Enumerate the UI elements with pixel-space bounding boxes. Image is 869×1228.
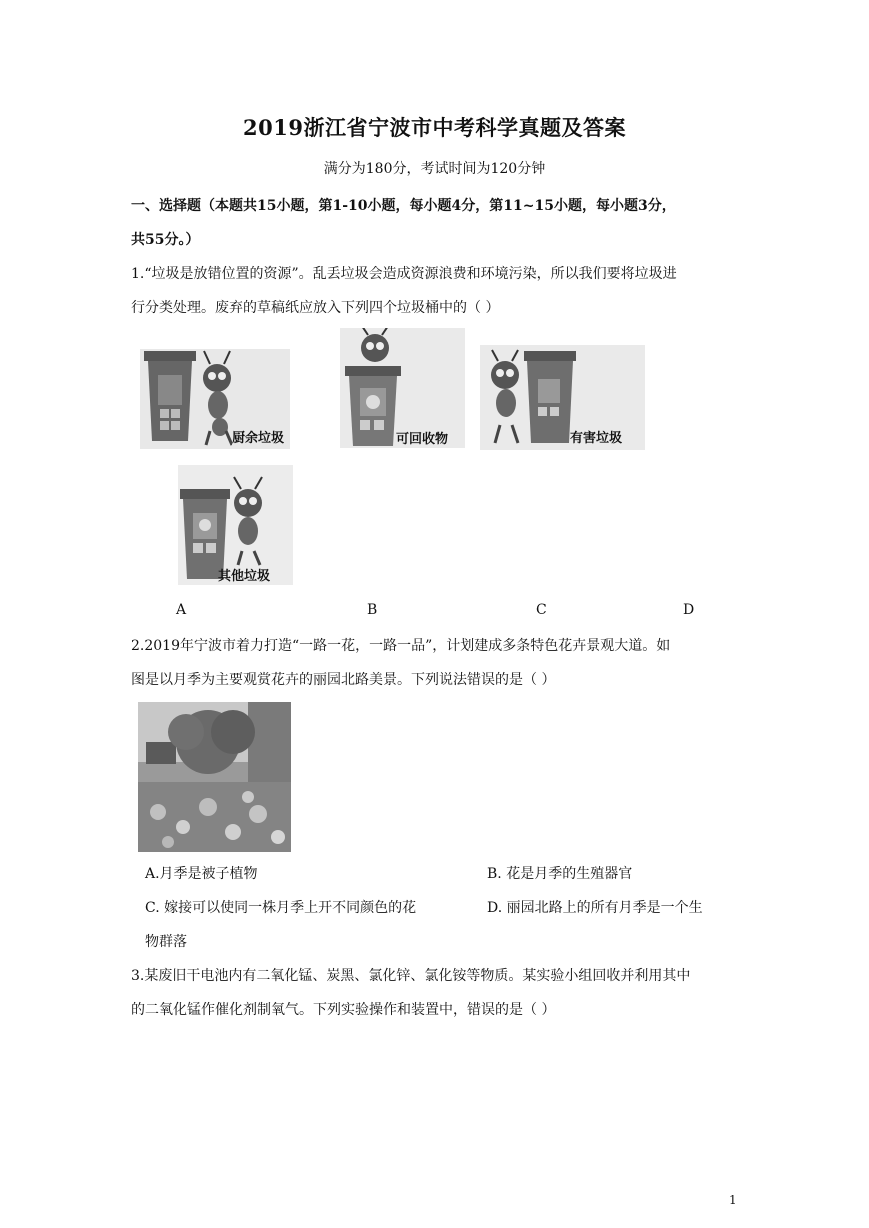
q1-option-c: C xyxy=(536,602,547,618)
q1-text-line1: 1.“垃圾是放错位置的资源”。乱丢垃圾会造成资源浪费和环境污染，所以我们要将垃圾进 xyxy=(131,266,677,282)
q1-option-b: B xyxy=(367,602,378,618)
roadside-flowers-photo xyxy=(138,702,291,852)
section-heading-line2: 共55分。） xyxy=(131,232,200,248)
figure-bin-kitchen-waste xyxy=(140,345,305,450)
q3-text-line2: 的二氧化锰作催化剂制氧气。下列实验操作和装置中，错误的是（ ） xyxy=(131,1002,556,1018)
bin-label: 可回收物 xyxy=(396,432,449,447)
document-subtitle: 满分为180分，考试时间为120分钟 xyxy=(323,161,546,177)
q2-option-a: A.月季是被子植物 xyxy=(145,866,258,882)
q2-option-d-continued: 物群落 xyxy=(145,934,187,950)
q3-text-line1: 3.某废旧干电池内有二氧化锰、炭黑、氯化锌、氯化铵等物质。某实验小组回收并利用其中 xyxy=(131,968,691,984)
document-title: 2019浙江省宁波市中考科学真题及答案 xyxy=(243,115,626,140)
page-number: 1 xyxy=(729,1193,737,1207)
q1-text-line2: 行分类处理。废弃的草稿纸应放入下列四个垃圾桶中的（ ） xyxy=(131,300,500,316)
figure-roadside-roses-photo xyxy=(138,702,291,852)
q2-option-b: B. 花是月季的生殖器官 xyxy=(487,866,633,882)
figure-bin-hazardous xyxy=(480,345,645,450)
bin-label: 厨余垃圾 xyxy=(232,427,284,446)
figure-bin-other-waste xyxy=(178,465,293,585)
q1-option-d: D xyxy=(683,602,695,618)
bin-label: 其他垃圾 xyxy=(218,569,271,584)
q2-text-line1: 2.2019年宁波市着力打造“一路一花，一路一品”，计划建成多条特色花卉景观大道。如 xyxy=(131,638,671,654)
section-heading-line1: 一、选择题（本题共15小题，第1-10小题，每小题4分，第11~15小题，每小题3分， xyxy=(131,198,676,214)
q2-option-d: D. 丽园北路上的所有月季是一个生 xyxy=(487,900,703,916)
q2-option-c: C. 嫁接可以使同一株月季上开不同颜色的花 xyxy=(145,900,417,916)
figure-bin-recyclables xyxy=(340,328,465,448)
q2-text-line2: 图是以月季为主要观赏花卉的丽园北路美景。下列说法错误的是（ ） xyxy=(131,672,556,688)
bin-label: 有害垃圾 xyxy=(570,431,623,446)
q1-option-a: A xyxy=(176,602,187,618)
